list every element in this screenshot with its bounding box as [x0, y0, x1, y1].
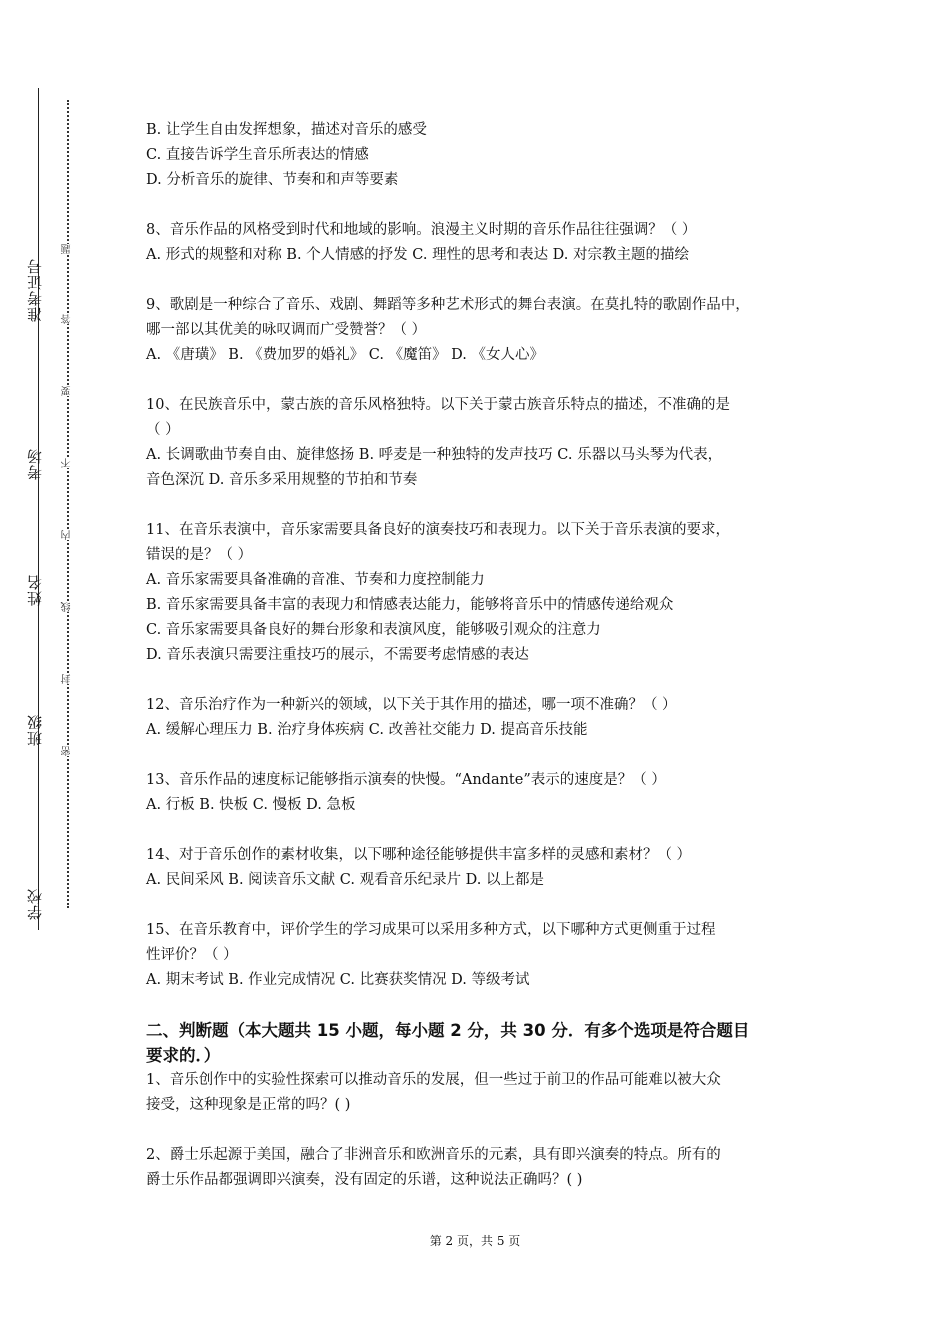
question-15 [146, 918, 826, 993]
question-options: A. 缓解心理压力 B. 治疗身体疾病 C. 改善社交能力 D. 提高音乐技能 [146, 722, 588, 738]
question-stem: 15、在音乐教育中，评价学生的学习成果可以采用多种方式，以下哪种方式更侧重于过程 [146, 922, 716, 938]
binding-line-solid [38, 88, 39, 930]
judgement-question-2 [146, 1143, 826, 1193]
exam-number-label: 准考证号 [26, 258, 44, 322]
question-8 [146, 218, 826, 268]
class-label: 班级 [26, 714, 44, 746]
question-stem: 接受，这种现象是正常的吗？( ) [146, 1097, 351, 1113]
option-a: A. 音乐家需要具备准确的音准、节奏和力度控制能力 [146, 572, 485, 588]
question-10 [146, 393, 826, 493]
option-d: D. 音乐表演只需要注重技巧的展示，不需要考虑情感的表达 [146, 647, 529, 663]
question-stem: 14、对于音乐创作的素材收集，以下哪种途径能够提供丰富多样的灵感和素材？（ ） [146, 847, 692, 863]
seal-word: 不 [60, 458, 76, 468]
question-stem: 1、音乐创作中的实验性探索可以推动音乐的发展，但一些过于前卫的作品可能难以被大众 [146, 1072, 721, 1088]
question-stem: 2、爵士乐起源于美国，融合了非洲音乐和欧洲音乐的元素，具有即兴演奏的特点。所有的 [146, 1147, 721, 1163]
question-stem: 10、在民族音乐中，蒙古族的音乐风格独特。以下关于蒙古族音乐特点的描述，不准确的是 [146, 397, 730, 413]
section-2-heading: 二、判断题（本大题共 15 小题，每小题 2 分，共 30 分．有多个选项是符合题目 要求的．） [146, 1021, 750, 1065]
question-stem: 爵士乐作品都强调即兴演奏，没有固定的乐谱，这种说法正确吗？( ) [146, 1172, 583, 1188]
question-options: A. 长调歌曲节奏自由、旋律悠扬 B. 呼麦是一种独特的发声技巧 C. 乐器以马头琴为代表， [146, 447, 723, 463]
exam-content [146, 118, 826, 1193]
exam-room-label: 考场 [26, 448, 44, 480]
question-options: A. 期末考试 B. 作业完成情况 C. 比赛获奖情况 D. 等级考试 [146, 972, 530, 988]
question-7-options [146, 118, 826, 193]
name-label: 姓名 [26, 574, 44, 606]
question-stem: 哪一部以其优美的咏叹调而广受赞誉？（ ） [146, 322, 427, 338]
page-number: 第 2 页，共 5 页 [429, 1234, 521, 1248]
seal-word: 封 [60, 674, 76, 684]
question-stem: 11、在音乐表演中，音乐家需要具备良好的演奏技巧和表现力。以下关于音乐表演的要求， [146, 522, 730, 538]
question-stem: 性评价？（ ） [146, 947, 238, 963]
question-9 [146, 293, 826, 368]
option-d: D. 分析音乐的旋律、节奏和和声等要素 [146, 172, 399, 188]
question-11 [146, 518, 826, 668]
option-c: C. 音乐家需要具备良好的舞台形象和表演风度，能够吸引观众的注意力 [146, 622, 601, 638]
option-b: B. 音乐家需要具备丰富的表现力和情感表达能力，能够将音乐中的情感传递给观众 [146, 597, 674, 613]
school-label: 学校 [26, 888, 44, 920]
question-stem: 9、歌剧是一种综合了音乐、戏剧、舞蹈等多种艺术形式的舞台表演。在莫扎特的歌剧作品中， [146, 297, 750, 313]
question-stem: 13、音乐作品的速度标记能够指示演奏的快慢。“Andante”表示的速度是？（ ） [146, 772, 666, 788]
seal-word: 线 [60, 602, 76, 612]
seal-word: 题 [60, 244, 76, 254]
judgement-question-1 [146, 1068, 826, 1118]
seal-word: 内 [60, 530, 76, 540]
question-stem: 12、音乐治疗作为一种新兴的领域，以下关于其作用的描述，哪一项不准确？（ ） [146, 697, 677, 713]
question-13 [146, 768, 826, 818]
question-14 [146, 843, 826, 893]
question-stem: （ ） [146, 422, 180, 438]
binding-line-dotted [67, 100, 69, 908]
seal-word: 要 [60, 386, 76, 396]
question-options: A. 民间采风 B. 阅读音乐文献 C. 观看音乐纪录片 D. 以上都是 [146, 872, 545, 888]
question-options: A. 行板 B. 快板 C. 慢板 D. 急板 [146, 797, 356, 813]
question-stem: 错误的是？（ ） [146, 547, 253, 563]
question-12 [146, 693, 826, 743]
option-c: C. 直接告诉学生音乐所表达的情感 [146, 147, 369, 163]
question-options: 音色深沉 D. 音乐多采用规整的节拍和节奏 [146, 472, 418, 488]
question-options: A. 形式的规整和对称 B. 个人情感的抒发 C. 理性的思考和表达 D. 对宗教主题的描绘 [146, 247, 690, 263]
seal-word: 密 [60, 746, 76, 756]
question-stem: 8、音乐作品的风格受到时代和地域的影响。浪漫主义时期的音乐作品往往强调？（ ） [146, 222, 697, 238]
option-b: B. 让学生自由发挥想象，描述对音乐的感受 [146, 122, 427, 138]
question-options: A. 《唐璜》 B. 《费加罗的婚礼》 C. 《魔笛》 D. 《女人心》 [146, 347, 545, 363]
seal-word: 答 [60, 314, 76, 324]
